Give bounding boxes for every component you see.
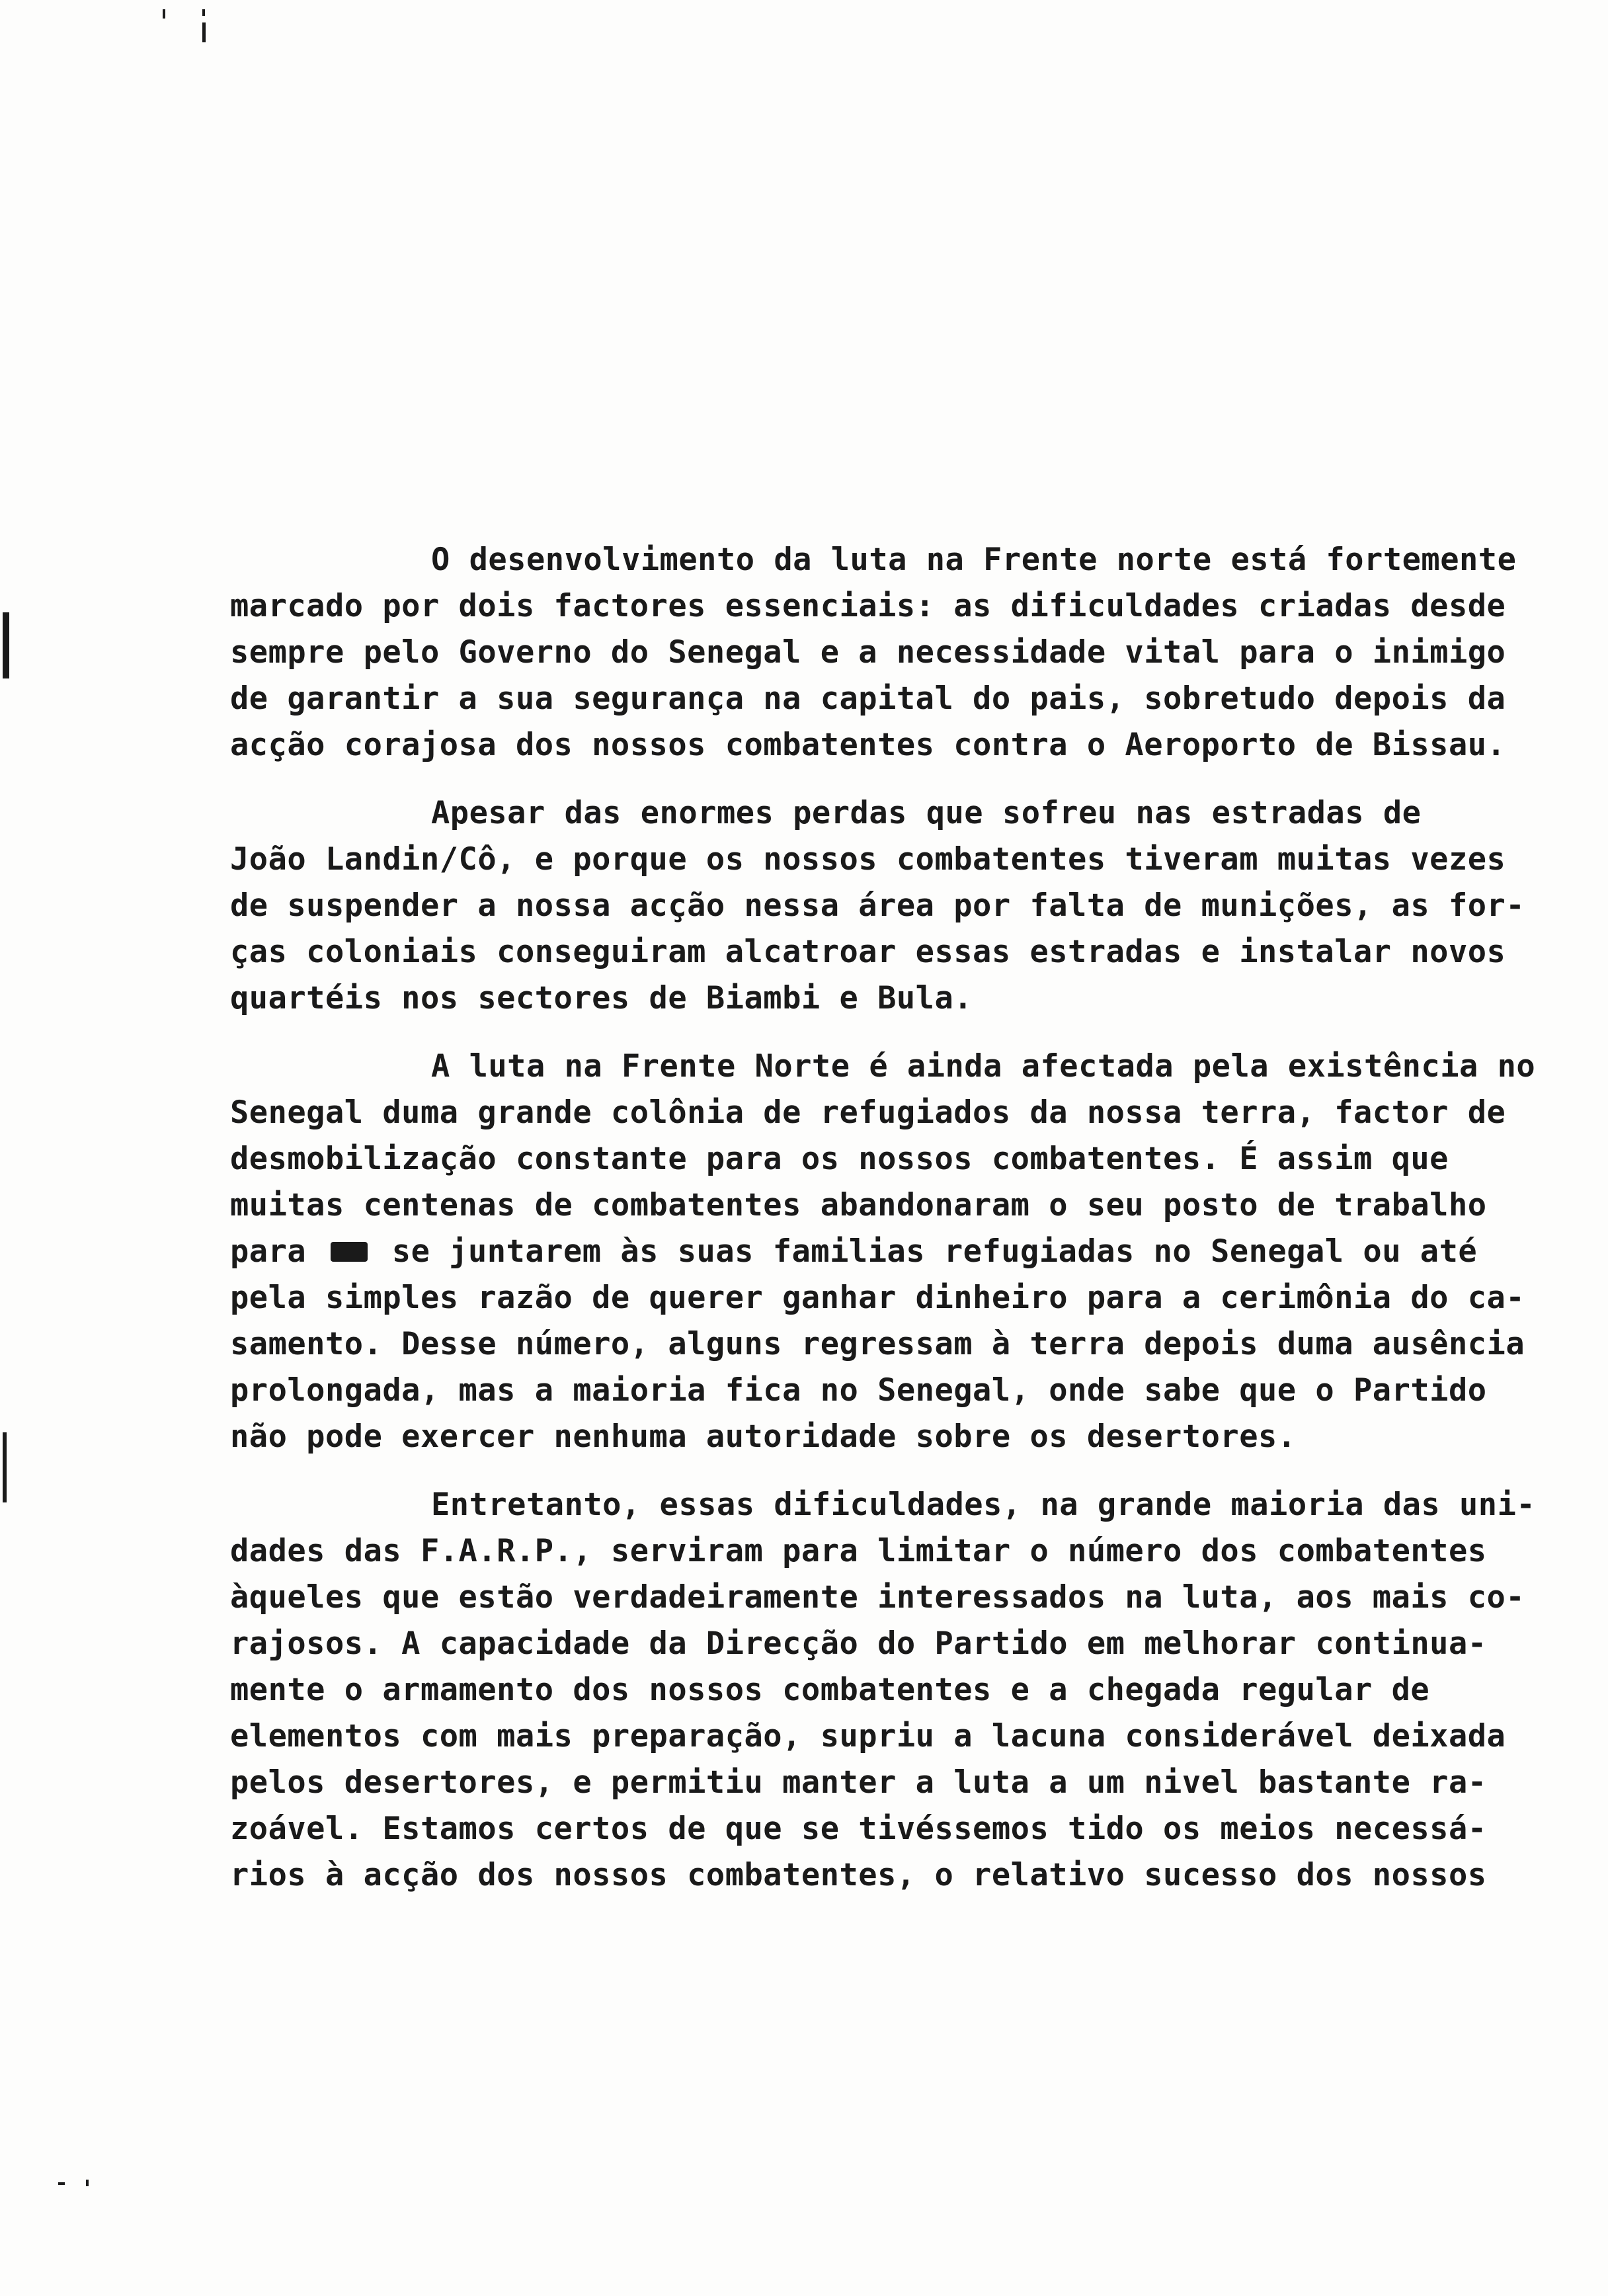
text-line: de suspender a nossa acção nessa área por falta de munições, as for- xyxy=(230,887,1525,924)
scan-mark-top-3 xyxy=(202,22,206,42)
text-line: João Landin/Cô, e porque os nossos combatentes tiveram muitas vezes xyxy=(230,841,1506,878)
text-line: desmobilização constante para os nossos combatentes. É assim que xyxy=(230,1141,1449,1177)
text-line: samento. Desse número, alguns regressam à terra depois duma ausência xyxy=(230,1326,1525,1362)
scan-mark-bottom xyxy=(58,2182,65,2185)
scan-mark-left-2 xyxy=(3,1432,7,1502)
text-line: não pode exercer nenhuma autoridade sobre os desertores. xyxy=(230,1418,1297,1455)
redaction-mark xyxy=(331,1242,368,1262)
text-line: de garantir a sua segurança na capital do pais, sobretudo depois da xyxy=(230,680,1506,717)
text-line: acção corajosa dos nossos combatentes contra o Aeroporto de Bissau. xyxy=(230,727,1506,763)
paragraph-4 xyxy=(230,1482,1605,1899)
text-line: dades das F.A.R.P., serviram para limitar o número dos combatentes xyxy=(230,1533,1487,1569)
text-line: marcado por dois factores essenciais: as dificuldades criadas desde xyxy=(230,588,1506,624)
scan-mark-top-2 xyxy=(202,9,205,16)
text-line: A luta na Frente Norte é ainda afectada pela existência no xyxy=(431,1048,1536,1085)
paragraph-3 xyxy=(230,1044,1605,1460)
text-line: pela simples razão de querer ganhar dinheiro para a cerimônia do ca- xyxy=(230,1280,1525,1316)
text-line: zoável. Estamos certos de que se tivéssemos tido os meios necessá- xyxy=(230,1811,1487,1847)
text-line: Apesar das enormes perdas que sofreu nas estradas de xyxy=(431,795,1422,831)
text-line: rios à acção dos nossos combatentes, o relativo sucesso dos nossos xyxy=(230,1857,1487,1893)
text-line: quartéis nos sectores de Biambi e Bula. xyxy=(230,980,973,1016)
text-line: Entretanto, essas dificuldades, na grande maioria das uni- xyxy=(431,1487,1536,1523)
text-line: O desenvolvimento da luta na Frente norte está fortemente xyxy=(431,542,1517,578)
paragraph-2 xyxy=(230,790,1605,1022)
text-line: ças coloniais conseguiram alcatroar essas estradas e instalar novos xyxy=(230,934,1506,970)
text-fragment: para xyxy=(230,1233,307,1270)
scan-mark-left-1 xyxy=(3,612,9,678)
text-line: àqueles que estão verdadeiramente interessados na luta, aos mais co- xyxy=(230,1579,1525,1616)
text-fragment: se juntarem às suas familias refugiadas no Senegal ou até xyxy=(391,1233,1478,1270)
text-line: Senegal duma grande colônia de refugiados da nossa terra, factor de xyxy=(230,1094,1506,1131)
paragraph-1 xyxy=(230,537,1605,768)
text-line: muitas centenas de combatentes abandonaram o seu posto de trabalho xyxy=(230,1187,1487,1223)
text-line: sempre pelo Governo do Senegal e a necessidade vital para o inimigo xyxy=(230,634,1506,671)
scan-mark-top xyxy=(163,9,165,19)
text-line: elementos com mais preparação, supriu a lacuna considerável deixada xyxy=(230,1718,1506,1754)
document-body xyxy=(230,537,1605,1920)
text-line: rajosos. A capacidade da Direcção do Partido em melhorar continua- xyxy=(230,1625,1487,1662)
text-line: pelos desertores, e permitiu manter a luta a um nivel bastante ra- xyxy=(230,1764,1487,1801)
text-line: prolongada, mas a maioria fica no Senegal, onde sabe que o Partido xyxy=(230,1372,1487,1409)
text-line-with-redaction xyxy=(230,1229,1605,1275)
scan-mark-bottom-2 xyxy=(86,2180,89,2186)
text-line: mente o armamento dos nossos combatentes e a chegada regular de xyxy=(230,1672,1430,1708)
